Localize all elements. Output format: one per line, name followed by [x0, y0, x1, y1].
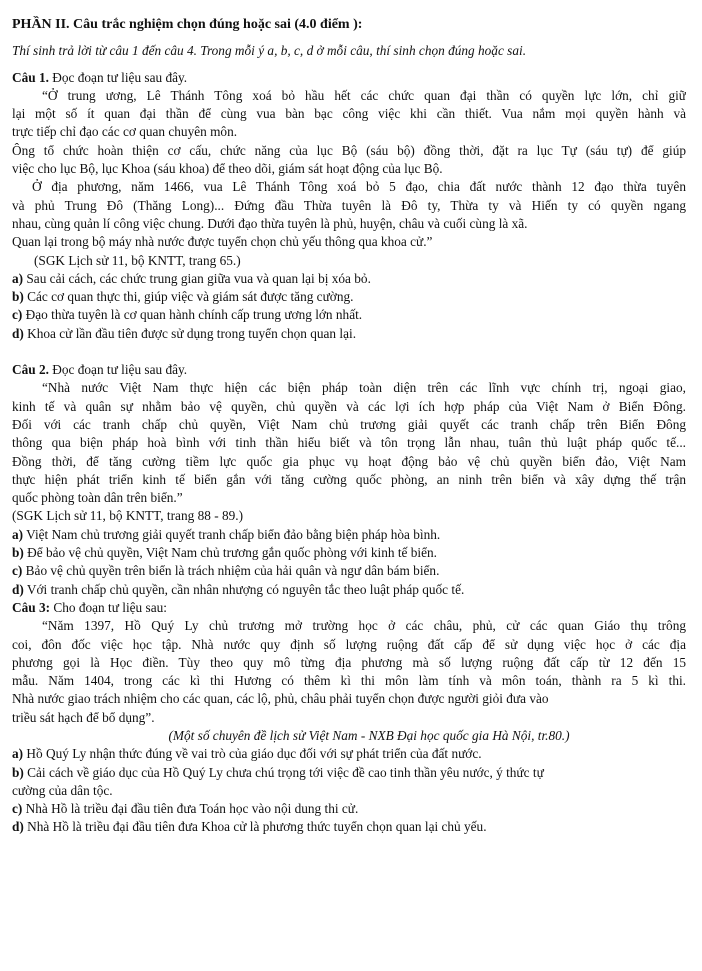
question-1 — [12, 69, 686, 343]
q1-option-b: b) Các cơ quan thực thi, giúp việc và giám sát được tăng cường. — [12, 289, 354, 305]
q3-option-d: d) Nhà Hồ là triều đại đầu tiên đưa Khoa cử là phương thức tuyển chọn quan lại chủ yếu. — [12, 819, 487, 835]
q2-passage-line: Đối với các tranh chấp chủ quyền, Việt Nam chủ trương giải quyết các tranh chấp trên Biển Đông — [12, 416, 686, 432]
question-3-title — [12, 599, 686, 617]
q1-passage-line: Ở địa phương, năm 1466, vua Lê Thánh Tông xoá bỏ 5 đạo, chia đất nước thành 12 đạo thừa tuyên — [32, 179, 686, 195]
question-1-title — [12, 69, 686, 87]
question-2-title — [12, 361, 686, 379]
q2-option-a: a) Việt Nam chủ trương giải quyết tranh chấp biển đảo bằng biện pháp hòa bình. — [12, 526, 441, 542]
q3-option-b: b) Cải cách về giáo dục của Hồ Quý Ly chưa chú trọng tới việc đề cao tinh thần yêu nước, ý thức tự — [12, 764, 544, 780]
q2-passage-line: “Nhà nước Việt Nam thực hiện các biện pháp toàn diện trên các lĩnh vực chính trị, ngoại giao, — [42, 380, 686, 396]
q3-passage-line: phương gọi là Học điền. Tùy theo quy mô từng địa phương mà số lượng ruộng đất cấp từ 12 đến 15 — [12, 654, 686, 670]
question-2-prompt: Đọc đoạn tư liệu sau đây. — [48, 362, 188, 378]
question-3-label: Câu 3: — [12, 599, 51, 615]
q3-passage-line: Nhà nước giao trách nhiệm cho các quan, các lộ, phủ, châu phải tuyển chọn được người giỏi đưa vào — [12, 691, 549, 707]
q1-passage-line: lại một số ít quan đại thần để cùng vua bàn bạc công việc khi cần thiết. Vua nắm mọi quyền hành và — [12, 106, 686, 122]
q3-option-a: a) Hồ Quý Ly nhận thức đúng về vai trò của giáo dục đối với sự phát triển của đất nước. — [12, 746, 482, 762]
q1-option-c: c) Đạo thừa tuyên là cơ quan hành chính cấp trung ương lớn nhất. — [12, 307, 363, 323]
q2-option-c: c) Bảo vệ chủ quyền trên biển là trách nhiệm của hải quân và ngư dân bám biển. — [12, 563, 440, 579]
q1-option-d: d) Khoa cử lần đầu tiên được sử dụng trong tuyển chọn quan lại. — [12, 325, 357, 341]
q1-passage-line: việc cho lục Bộ, lục Khoa (sáu khoa) để theo dõi, giám sát hoạt động của lục Bộ. — [12, 161, 443, 177]
q3-passage-line: mẫu. Năm 1404, trong các kì thi Hương có thêm kì thi môn làm tính và môn toán, thành ra 5 kì thi. — [12, 673, 686, 689]
q1-passage-line: và phủ Trung Đô (Thăng Long)... Đứng đầu Thừa tuyên là Đô ty, Thừa ty và Hiến ty có quyền ngang — [12, 197, 686, 213]
q2-passage-line: kinh tế và quân sự nhằm bảo vệ quyền, chủ quyền và các lợi ích hợp pháp của Việt Nam ở Biển Đông. — [12, 398, 686, 414]
question-1-label: Câu 1. — [12, 69, 49, 85]
q1-option-a: a) Sau cải cách, các chức trung gian giữa vua và quan lại bị xóa bỏ. — [12, 270, 371, 286]
question-2 — [12, 361, 686, 599]
q3-option-c: c) Nhà Hồ là triều đại đầu tiên đưa Toán học vào nội dung thi cử. — [12, 801, 359, 817]
question-2-label: Câu 2. — [12, 362, 49, 378]
question-3-prompt: Cho đoạn tư liệu sau: — [50, 599, 167, 615]
q3-passage-line: “Năm 1397, Hồ Quý Ly chủ trương mở trường học ở các châu, phủ, cử các quan Giáo thụ trông — [42, 618, 686, 634]
q2-option-b: b) Để bảo vệ chủ quyền, Việt Nam chủ trương gắn quốc phòng với kinh tế biển. — [12, 545, 437, 561]
question-1-prompt: Đọc đoạn tư liệu sau đây. — [48, 69, 188, 85]
q1-passage-line: nhau, cùng quản lí công việc chung. Dưới đạo thừa tuyên là phủ, huyện, châu và cuối cùng là xã. — [12, 215, 528, 231]
question-3 — [12, 599, 686, 837]
q1-passage-line: “Ở trung ương, Lê Thánh Tông xoá bỏ hầu hết các chức quan đại thần có quyền lực lớn, chỉ giữ — [42, 87, 686, 103]
q1-passage-line: Ông tổ chức hoàn thiện cơ cấu, chức năng của lục Bộ (sáu bộ) đồng thời, đặt ra lục Tự (sáu tự) để giúp — [12, 142, 686, 158]
q2-option-d: d) Với tranh chấp chủ quyền, cần nhân nhượng có nguyên tắc theo luật pháp quốc tế. — [12, 581, 465, 597]
q2-source: (SGK Lịch sử 11, bộ KNTT, trang 88 - 89.) — [12, 508, 244, 524]
section-instruction: Thí sinh trả lời từ câu 1 đến câu 4. Trong mỗi ý a, b, c, d ở mỗi câu, thí sinh chọn đúng hoặc sai. — [12, 43, 527, 59]
q2-passage-line: quốc phòng toàn dân trên biển.” — [12, 490, 183, 506]
q3-option-b-continued: cường của dân tộc. — [12, 782, 113, 798]
q2-passage-line: thực hiện phát triển kinh tế biển gắn với tăng cường quốc phòng, an ninh trên biển và xây dựng thế trận — [12, 471, 686, 487]
q2-passage-line: thông qua biện pháp hoà bình với tinh thần hiểu biết và tôn trọng lẫn nhau, tuân thủ luật pháp quốc tế... — [12, 435, 686, 451]
q1-passage-line: Quan lại trong bộ máy nhà nước được tuyển chọn chủ yếu thông qua khoa cử.” — [12, 234, 433, 250]
q3-passage-line: triều sát hạch để bổ dụng”. — [12, 709, 155, 725]
section-title: PHẦN II. Câu trắc nghiệm chọn đúng hoặc sai (4.0 điểm ): — [12, 17, 363, 32]
q2-passage-line: Đồng thời, để tăng cường tiềm lực quốc gia phục vụ hoạt động bảo vệ chủ quyền biển đảo, Việt Nam — [12, 453, 686, 469]
q1-source: (SGK Lịch sử 11, bộ KNTT, trang 65.) — [34, 252, 241, 268]
q1-passage-line: trực tiếp chỉ đạo các cơ quan chuyên môn. — [12, 124, 238, 140]
q3-source: (Một số chuyên đề lịch sử Việt Nam - NXB Đại học quốc gia Hà Nội, tr.80.) — [168, 727, 570, 743]
q3-passage-line: coi, đôn đốc việc học tập. Nhà nước quy định số lượng ruộng đất cấp để sử dụng việc học ở các địa — [12, 636, 686, 652]
